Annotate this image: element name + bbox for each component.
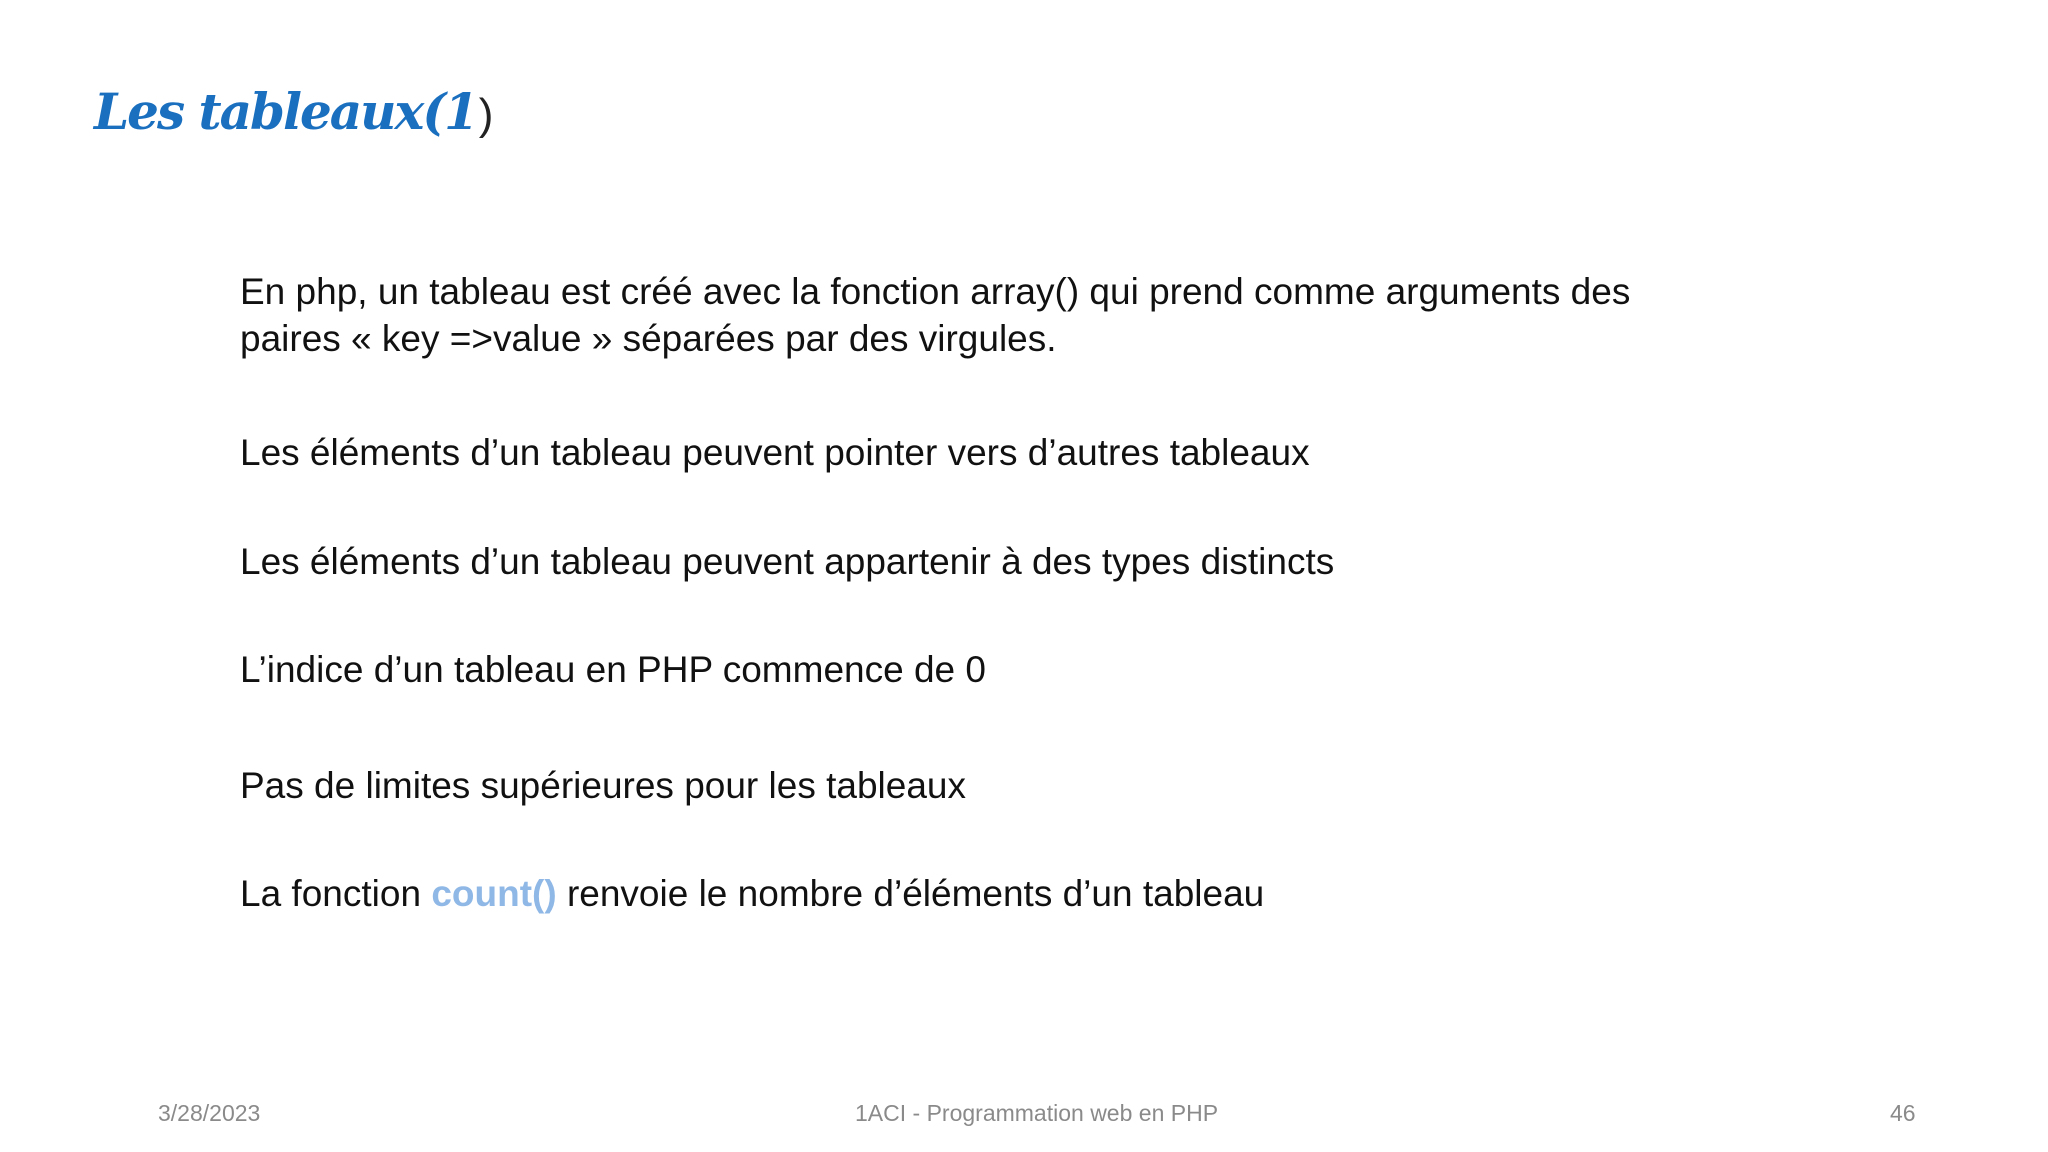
paragraph-nested-arrays: Les éléments d’un tableau peuvent pointer vers d’autres tableaux: [240, 432, 1310, 473]
paragraph-count-suffix: renvoie le nombre d’éléments d’un tableau: [556, 873, 1265, 914]
paragraph-array-definition: [240, 268, 1630, 362]
slide-title: [94, 82, 493, 141]
slide-title-close-paren: ): [478, 90, 494, 139]
paragraph-distinct-types: Les éléments d’un tableau peuvent appartenir à des types distincts: [240, 541, 1335, 582]
paragraph-array-definition-line-2: paires « key =>value » séparées par des virgules.: [240, 318, 1057, 359]
footer-page-number: 46: [1890, 1100, 1916, 1126]
slide-title-text: Les tableaux(1: [94, 82, 477, 141]
paragraph-count-prefix: La fonction: [240, 873, 432, 914]
paragraph-count-function: [240, 870, 1264, 917]
count-function-highlight: count(): [431, 873, 557, 914]
footer-course-title: 1ACI - Programmation web en PHP: [855, 1100, 1219, 1126]
paragraph-no-upper-limit: Pas de limites supérieures pour les tableaux: [240, 765, 966, 806]
paragraph-array-definition-line-1: En php, un tableau est créé avec la fonction array() qui prend comme arguments des: [240, 271, 1631, 312]
footer-date: 3/28/2023: [158, 1100, 261, 1126]
paragraph-index-start: L’indice d’un tableau en PHP commence de 0: [240, 649, 986, 690]
